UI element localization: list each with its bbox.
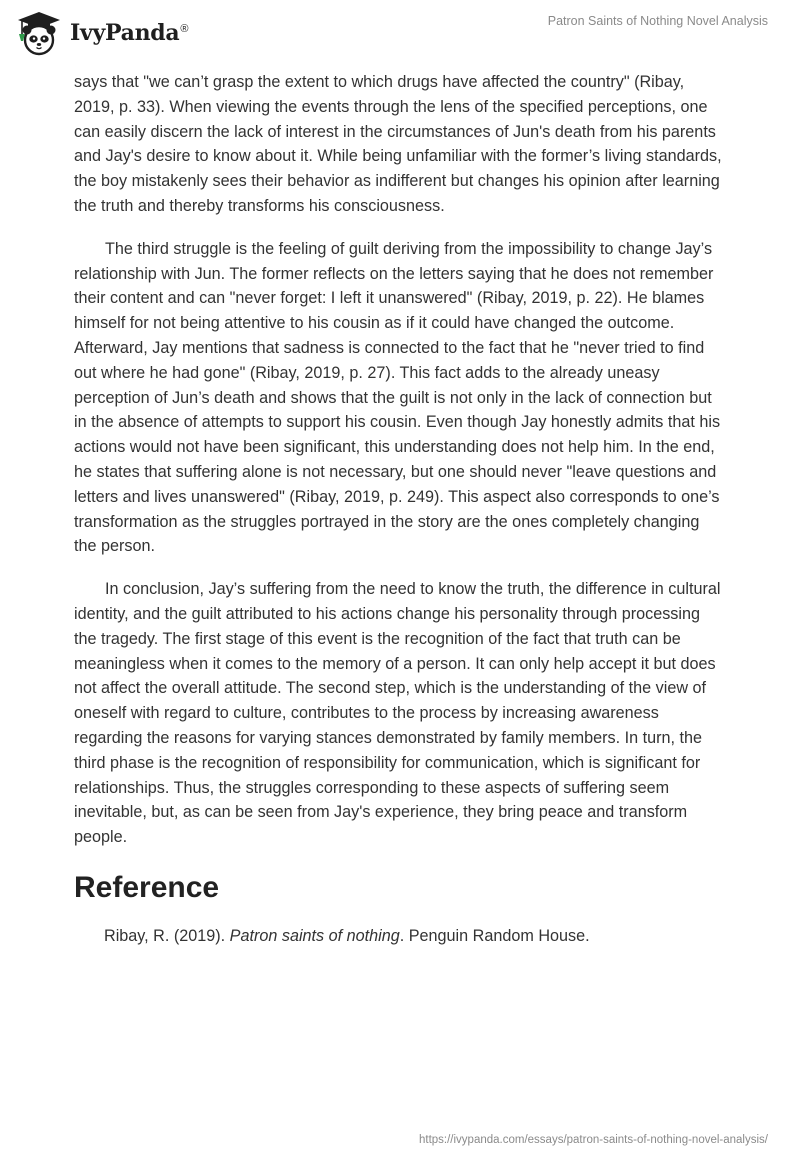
reference-title: Patron saints of nothing xyxy=(229,926,400,945)
paragraph-conclusion: In conclusion, Jay’s suffering from the need to know the truth, the difference in cultural identity, and the guilt attributed to his actions change his personality through processing the tragedy. The first stage of this event is the recognition of the fact that truth can be meaningless when it comes to the memory of a person. It can only help accept it but does not affect the overall attitude. The second step, which is the understanding of the view of oneself with regard to culture, contributes to the process by increasing awareness regarding the reasons for varying stances demonstrated by family members. In turn, the third phase is the recognition of responsibility for communication, which is significant for relationships. Thus, the struggles corresponding to these aspects of suffering seem inevitable, but, as can be seen from Jay's experience, they bring peace and transform people. xyxy=(74,580,721,847)
reference-publisher: . Penguin Random House. xyxy=(399,926,590,945)
reference-author-year: Ribay, R. (2019). xyxy=(104,926,230,945)
document-title: Patron Saints of Nothing Novel Analysis xyxy=(547,14,768,28)
registered-mark: ® xyxy=(180,22,189,35)
paragraph-continuation: says that "we can’t grasp the extent to which drugs have affected the country" (Ribay, 2019, p. 33). When viewing the events through the lens of the specified perceptions, one can easily discern the lack of interest in the circumstances of Jun's death from his parents and Jay's desire to know about it. While being unfamiliar with the former’s living standards, the boy mistakenly sees their behavior as indifferent but changes his opinion after learning the truth and thereby transforms his consciousness. xyxy=(74,73,722,215)
reference-entry xyxy=(74,924,726,949)
brand-name: IvyPanda® xyxy=(70,20,189,46)
essay-body xyxy=(74,70,726,949)
footer-url[interactable]: https://ivypanda.com/essays/patron-saints-of-nothing-novel-analysis/ xyxy=(418,1134,768,1146)
page-header xyxy=(0,0,800,70)
reference-heading: Reference xyxy=(74,870,220,904)
paragraph-third-struggle: The third struggle is the feeling of guilt deriving from the impossibility to change Jay’s relationship with Jun. The former reflects on the letters saying that he does not remember their content and can "never forget: I left it unanswered" (Ribay, 2019, p. 22). He blames himself for not being attentive to his cousin as if it could have changed the outcome. Afterward, Jay mentions that sadness is connected to the fact that he "never tried to find out where he had gone" (Ribay, 2019, p. 27). This fact adds to the already uneasy perception of Jun’s death and shows that the guilt is not only in the lack of connection but in the absence of attempts to support his cousin. Even though Jay honestly admits that his actions would not have been significant, this understanding does not help him. In the end, he states that suffering alone is not necessary, but one should never "leave questions and letters and lives unanswered" (Ribay, 2019, p. 249). This aspect also corresponds to one’s transformation as the struggles portrayed in the story are the ones completely changing the person. xyxy=(74,239,721,556)
panda-graduate-icon xyxy=(14,10,64,56)
ivypanda-logo[interactable] xyxy=(14,10,188,56)
